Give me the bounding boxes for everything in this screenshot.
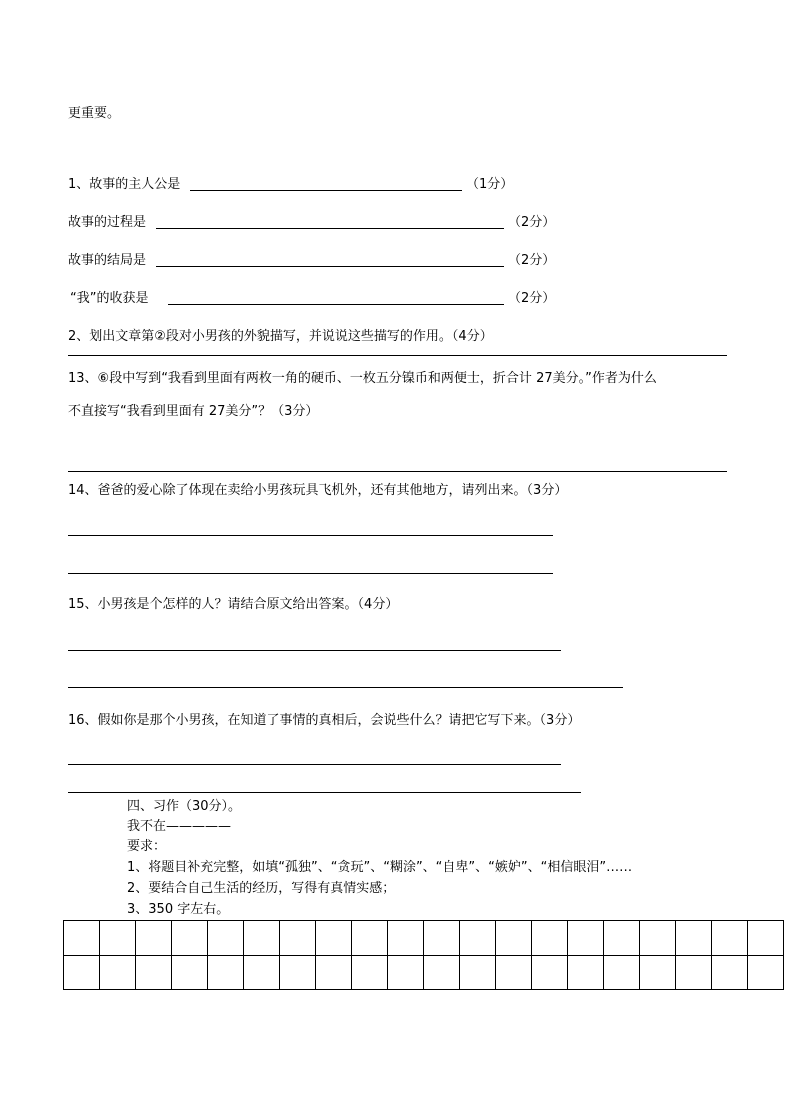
q1-gain-label: “我”的收获是 bbox=[70, 291, 149, 306]
q13-answer-line[interactable] bbox=[68, 471, 727, 472]
q1-gain-blank[interactable] bbox=[168, 304, 504, 305]
grid-cell[interactable] bbox=[316, 921, 352, 956]
q14-answer-line-2[interactable] bbox=[68, 573, 553, 574]
grid-cell[interactable] bbox=[280, 955, 316, 990]
grid-cell[interactable] bbox=[244, 955, 280, 990]
composition-writing-grid[interactable] bbox=[63, 920, 784, 990]
grid-cell[interactable] bbox=[424, 921, 460, 956]
composition-title: 我不在————— bbox=[127, 819, 232, 834]
requirement-1: 1、将题目补充完整，如填“孤独”、“贪玩”、“糊涂”、“自卑”、“嫉妒”、“相信眼泪”…… bbox=[127, 860, 633, 875]
grid-cell[interactable] bbox=[604, 921, 640, 956]
q16-answer-line-2[interactable] bbox=[68, 792, 581, 793]
grid-cell[interactable] bbox=[352, 921, 388, 956]
grid-cell[interactable] bbox=[316, 955, 352, 990]
grid-cell[interactable] bbox=[460, 921, 496, 956]
grid-cell[interactable] bbox=[568, 921, 604, 956]
q1-process-score: （2分） bbox=[508, 215, 556, 230]
grid-cell[interactable] bbox=[604, 955, 640, 990]
grid-cell[interactable] bbox=[424, 955, 460, 990]
grid-row bbox=[64, 921, 784, 956]
grid-cell[interactable] bbox=[100, 921, 136, 956]
grid-row bbox=[64, 955, 784, 990]
grid-cell[interactable] bbox=[100, 955, 136, 990]
grid-cell[interactable] bbox=[388, 955, 424, 990]
grid-cell[interactable] bbox=[136, 921, 172, 956]
grid-cell[interactable] bbox=[172, 921, 208, 956]
grid-cell[interactable] bbox=[748, 921, 784, 956]
grid-cell[interactable] bbox=[352, 955, 388, 990]
q2-answer-line[interactable] bbox=[68, 355, 727, 356]
grid-cell[interactable] bbox=[496, 921, 532, 956]
q1-process-label: 故事的过程是 bbox=[68, 215, 147, 230]
grid-cell[interactable] bbox=[712, 921, 748, 956]
requirement-2: 2、要结合自己生活的经历，写得有真情实感； bbox=[127, 881, 396, 896]
q2-text: 2、划出文章第②段对小男孩的外貌描写，并说说这些描写的作用。（4分） bbox=[68, 329, 493, 344]
grid-cell[interactable] bbox=[64, 955, 100, 990]
q13-text-line1: 13、⑥段中写到“我看到里面有两枚一角的硬币、一枚五分镍币和两便士，折合计 27美分。”作者为什么 bbox=[68, 371, 657, 386]
q1-gain-score: （2分） bbox=[508, 291, 556, 306]
q1-label: 1、故事的主人公是 bbox=[68, 177, 181, 192]
grid-cell[interactable] bbox=[712, 955, 748, 990]
grid-cell[interactable] bbox=[640, 955, 676, 990]
grid-cell[interactable] bbox=[244, 921, 280, 956]
grid-cell[interactable] bbox=[640, 921, 676, 956]
requirements-label: 要求： bbox=[127, 839, 167, 854]
composition-heading: 四、习作（30分）。 bbox=[127, 799, 242, 814]
q1-process-blank[interactable] bbox=[156, 228, 504, 229]
grid-cell[interactable] bbox=[532, 955, 568, 990]
q1-ending-score: （2分） bbox=[508, 253, 556, 268]
q13-text-line2: 不直接写“我看到里面有 27美分”？（3分） bbox=[68, 404, 319, 419]
grid-cell[interactable] bbox=[172, 955, 208, 990]
grid-cell[interactable] bbox=[136, 955, 172, 990]
grid-cell[interactable] bbox=[676, 955, 712, 990]
q1-answer-blank[interactable] bbox=[190, 190, 462, 191]
q15-answer-line-2[interactable] bbox=[68, 687, 623, 688]
q1-ending-blank[interactable] bbox=[156, 266, 504, 267]
q15-text: 15、小男孩是个怎样的人？请结合原文给出答案。（4分） bbox=[68, 597, 399, 612]
q14-answer-line-1[interactable] bbox=[68, 535, 553, 536]
grid-cell[interactable] bbox=[532, 921, 568, 956]
grid-cell[interactable] bbox=[568, 955, 604, 990]
grid-cell[interactable] bbox=[280, 921, 316, 956]
continuation-text: 更重要。 bbox=[68, 106, 121, 121]
grid-cell[interactable] bbox=[64, 921, 100, 956]
q16-answer-line-1[interactable] bbox=[68, 764, 561, 765]
grid-cell[interactable] bbox=[748, 955, 784, 990]
q15-answer-line-1[interactable] bbox=[68, 650, 561, 651]
q14-text: 14、爸爸的爱心除了体现在卖给小男孩玩具飞机外，还有其他地方，请列出来。（3分） bbox=[68, 483, 568, 498]
grid-cell[interactable] bbox=[208, 955, 244, 990]
grid-cell[interactable] bbox=[208, 921, 244, 956]
grid-cell[interactable] bbox=[676, 921, 712, 956]
q1-ending-label: 故事的结局是 bbox=[68, 253, 147, 268]
grid-cell[interactable] bbox=[388, 921, 424, 956]
grid-cell[interactable] bbox=[496, 955, 532, 990]
q16-text: 16、假如你是那个小男孩，在知道了事情的真相后，会说些什么？请把它写下来。（3分） bbox=[68, 713, 581, 728]
q1-score: （1分） bbox=[466, 177, 514, 192]
grid-cell[interactable] bbox=[460, 955, 496, 990]
requirement-3: 3、350 字左右。 bbox=[127, 902, 230, 917]
